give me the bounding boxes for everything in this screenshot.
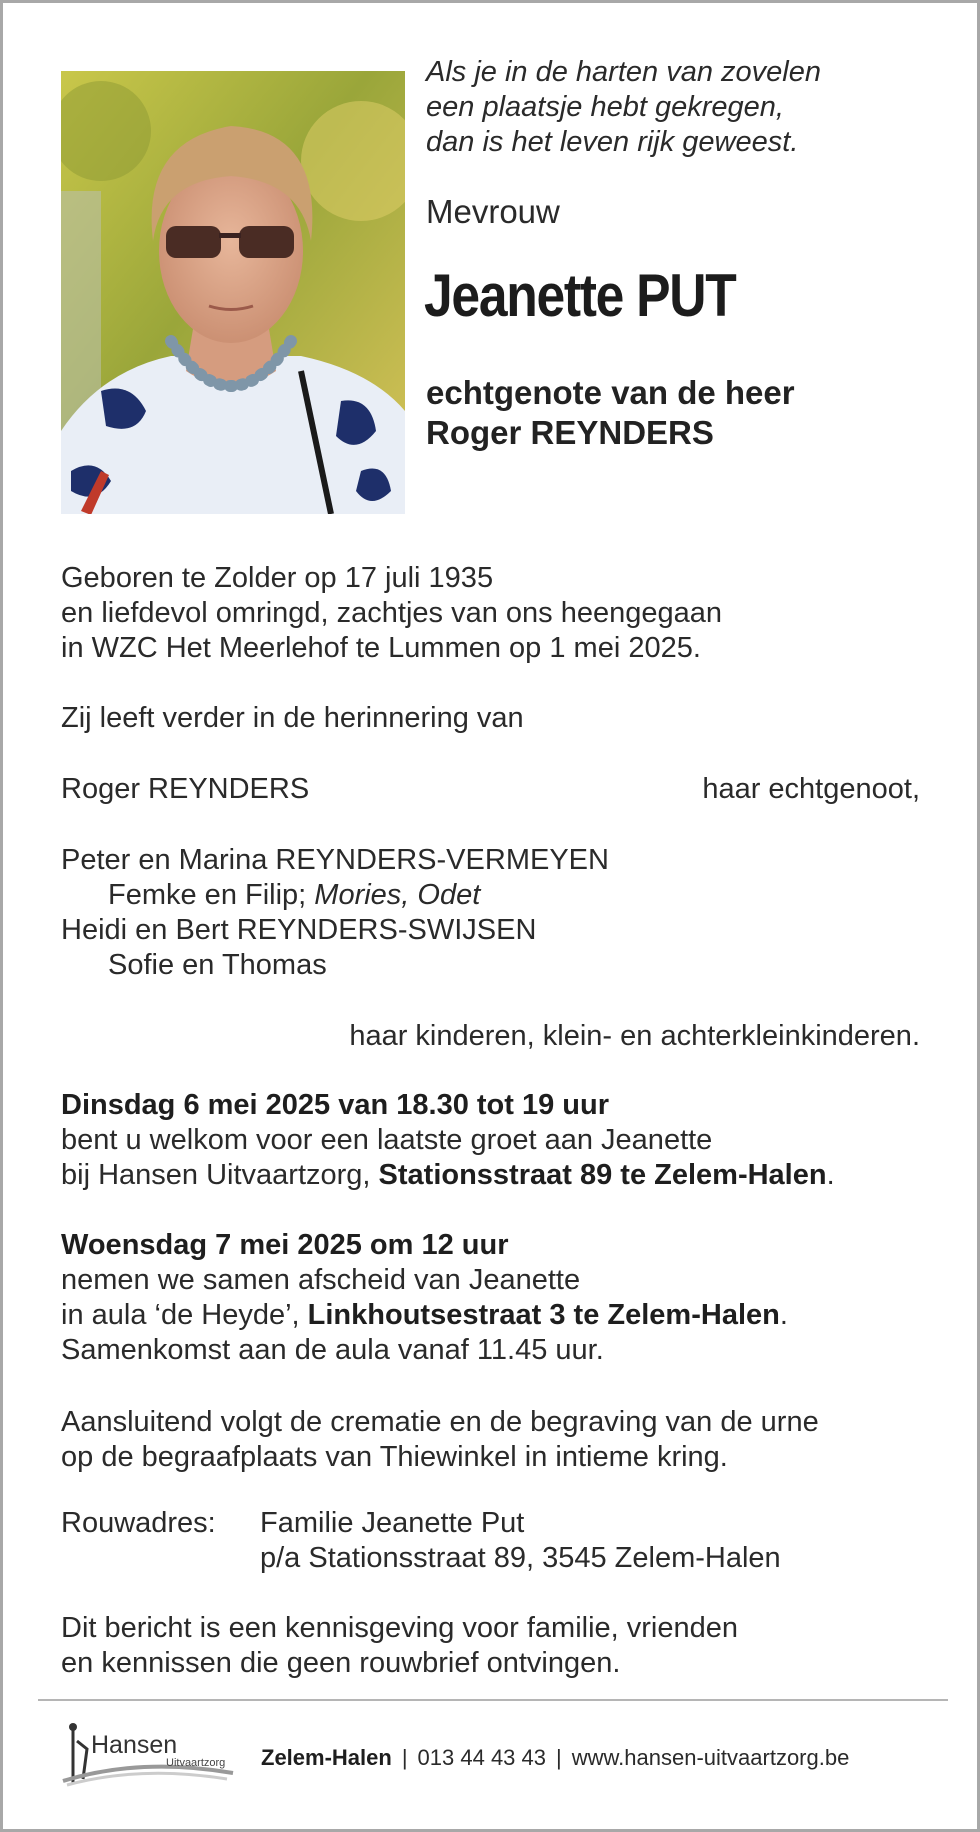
husband-name: Roger REYNDERS — [61, 773, 310, 805]
cremation-line: Aansluitend volgt de crematie en de begraving van de urne — [61, 1406, 819, 1438]
cremation-line: op de begraafplaats van Thiewinkel in intieme kring. — [61, 1441, 728, 1473]
funeral-heading: Woensdag 7 mei 2025 om 12 uur — [61, 1229, 509, 1261]
family-great-grandchildren: Mories, Odet — [314, 879, 481, 911]
family-list — [61, 843, 609, 983]
family-line: Sofie en Thomas — [108, 949, 327, 981]
address-label: Rouwadres: — [61, 1507, 216, 1539]
footer-phone[interactable]: 013 44 43 43 — [417, 1745, 547, 1770]
portrait-photo — [61, 71, 405, 514]
funeral-venue: in aula ‘de Heyde’, — [61, 1299, 308, 1331]
funeral-period: . — [779, 1299, 788, 1331]
family-line: Heidi en Bert REYNDERS-SWIJSEN — [61, 914, 537, 946]
salutation: Mevrouw — [426, 193, 560, 230]
family-grandchildren: Femke en Filip; — [108, 879, 315, 911]
family-line — [61, 878, 609, 913]
notice-line: Dit bericht is een kennisgeving voor familie, vrienden — [61, 1612, 739, 1644]
family-line: Peter en Marina REYNDERS-VERMEYEN — [61, 844, 609, 876]
cremation-block — [61, 1405, 819, 1475]
remembrance-intro: Zij leeft verder in de herinnering van — [61, 702, 524, 734]
spouse-relation: echtgenote van de heer — [426, 374, 795, 411]
visitation-block — [61, 1088, 835, 1193]
logo-subtitle: Uitvaartzorg — [166, 1757, 226, 1769]
footer-divider — [38, 1699, 948, 1701]
visitation-heading: Dinsdag 6 mei 2025 van 18.30 tot 19 uur — [61, 1089, 610, 1121]
footer-separator: | — [556, 1745, 562, 1770]
funeral-line: Samenkomst aan de aula vanaf 11.45 uur. — [61, 1334, 604, 1366]
poem — [426, 55, 926, 160]
funeral-line — [61, 1298, 788, 1333]
birth-line: in WZC Het Meerlehof te Lummen op 1 mei 2025. — [61, 632, 701, 664]
footer-separator: | — [401, 1745, 408, 1770]
visitation-venue: bij Hansen Uitvaartzorg, — [61, 1159, 379, 1191]
birth-details — [61, 561, 722, 666]
funeral-home-logo — [61, 1721, 236, 1791]
funeral-line: nemen we samen afscheid van Jeanette — [61, 1264, 581, 1296]
portrait-image — [61, 71, 405, 514]
logo-name: Hansen — [91, 1731, 178, 1759]
address-lines — [260, 1506, 781, 1576]
birth-line: Geboren te Zolder op 17 juli 1935 — [61, 562, 494, 594]
footer-website-link[interactable]: www.hansen-uitvaartzorg.be — [571, 1745, 850, 1770]
footer-contact — [261, 1745, 849, 1771]
address-line: Familie Jeanette Put — [260, 1507, 525, 1539]
poem-line: een plaatsje hebt gekregen, — [426, 91, 784, 123]
spouse-line — [426, 373, 795, 453]
birth-line: en liefdevol omringd, zachtjes van ons heengegaan — [61, 597, 723, 629]
visitation-period: . — [826, 1159, 835, 1191]
poem-line: dan is het leven rijk geweest. — [426, 126, 799, 158]
notice-line: en kennissen die geen rouwbrief ontvingen. — [61, 1647, 621, 1679]
deceased-name: Jeanette PUT — [424, 262, 736, 329]
funeral-block — [61, 1228, 788, 1368]
funeral-address: Linkhoutsestraat 3 te Zelem-Halen — [307, 1299, 780, 1331]
poem-line: Als je in de harten van zovelen — [426, 56, 821, 88]
footer — [61, 1721, 941, 1791]
notice-block — [61, 1611, 738, 1681]
family-role: haar kinderen, klein- en achterkleinkinderen. — [349, 1020, 920, 1052]
visitation-line — [61, 1158, 835, 1193]
spouse-name: Roger REYNDERS — [426, 414, 714, 451]
visitation-address: Stationsstraat 89 te Zelem-Halen — [378, 1159, 827, 1191]
address-line: p/a Stationsstraat 89, 3545 Zelem-Halen — [260, 1542, 781, 1574]
footer-city: Zelem-Halen — [261, 1745, 392, 1770]
husband-role: haar echtgenoot, — [702, 773, 920, 805]
visitation-line: bent u welkom voor een laatste groet aan Jeanette — [61, 1124, 713, 1156]
